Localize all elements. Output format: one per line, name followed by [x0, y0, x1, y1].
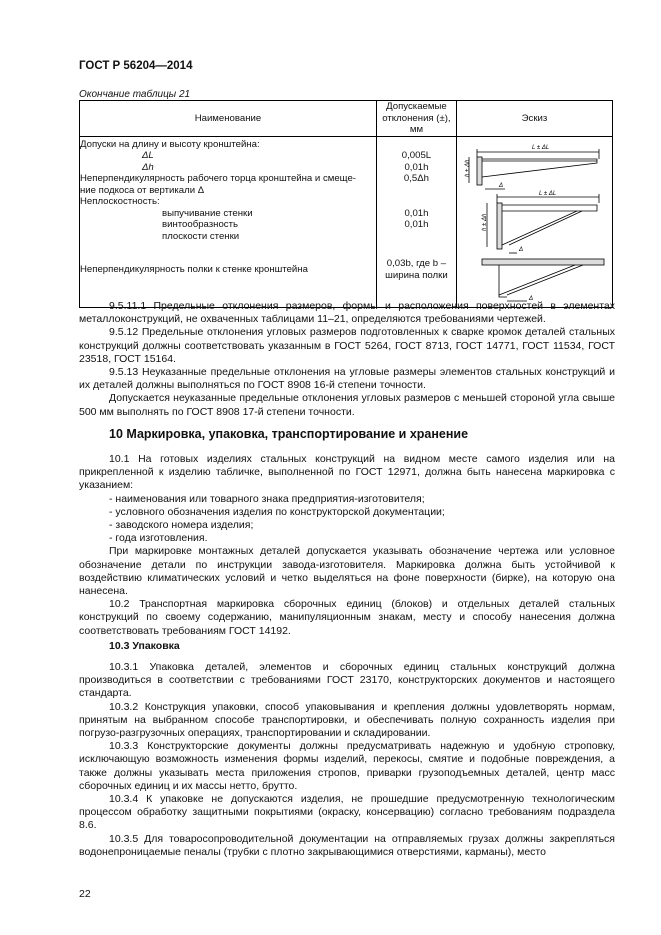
row-bulge: выпучивание стенки — [162, 207, 253, 219]
sketch-cell — [456, 136, 612, 307]
row-flange-perp: Неперпендикулярность полки к стенке кронштейна — [80, 264, 308, 275]
sketch-label-h2: h ± Δh — [481, 213, 488, 231]
paragraph: Допускается неуказанные предельные отклонения угловых размеров с меньшей стороной угла свыше 500 мм выполнять по ГОСТ 8908 17-й степени точности. — [79, 392, 615, 418]
table-row — [80, 136, 613, 307]
sketch-label-h1: h ± Δh — [464, 159, 471, 177]
paragraph: 10.3.1 Упаковка деталей, элементов и сборочных единиц стальных конструкций должна производиться в соответствии с требованиями ГОСТ 23170, конструкторских документов и настоящего стандарта. — [79, 661, 615, 700]
tol-nonperp: 0,5Δh — [403, 173, 429, 184]
paragraph: 9.5.11.1 Предельные отклонения размеров, формы и расположения поверхностей в элементах металлоконструкций, не охваченных таблицами 11–21, определяются требованиями чертежей. — [79, 300, 615, 326]
list-item: - заводского номера изделия; — [109, 519, 254, 532]
bracket-sketch — [457, 137, 612, 305]
paragraph: 10.3.3 Конструкторские документы должны предусматривать надежную и удобную строповку, исключающую возможность изменения формы изделий, перекосы, смятие и подобные повреждения, а также должны указывать места приложения стропов, приварки грузоподъемных деталей, центр масс сборочных единиц и их массы нетто, брутто. — [79, 740, 615, 792]
row-delta-l: ΔL — [142, 150, 154, 161]
row-length-height: Допуски на длину и высоту кронштейна: — [80, 138, 260, 150]
tolerance-table — [79, 100, 613, 308]
subsection-title: 10.3 Упаковка — [109, 640, 180, 652]
name-cell — [80, 136, 377, 307]
row-delta-h: Δh — [142, 161, 154, 173]
tol-delta-h: 0,01h — [404, 161, 429, 173]
tol-bulge: 0,01h — [404, 207, 429, 219]
sketch-label-l1: L ± ΔL — [531, 144, 550, 151]
paragraph: 9.5.12 Предельные отклонения угловых размеров подготовленных к сварке кромок деталей стальных конструкций должны соответствовать указанным в ГОСТ 5264, ГОСТ 8713, ГОСТ 14771, ГОСТ 11534, ГОСТ 23518, ГОСТ 15164. — [79, 326, 615, 365]
table-header-row — [80, 101, 613, 137]
sketch-label-d2: Δ — [518, 246, 524, 253]
paragraph: 10.2 Транспортная маркировка сборочных единиц (блоков) и отдельных деталей стальных конструкций по своему содержанию, манипуляционным знакам, месту и способу нанесения должна соответствовать требованиям ГОСТ 14192. — [79, 598, 615, 637]
tol-flange-2: ширина полки — [385, 269, 448, 281]
paragraph: 10.3.4 К упаковке не допускаются изделия, не прошедшие предусмотренную технологическим процессом обработку защитными покрытиями (окраску, консервацию) согласно требованиям подраздела 8.6. — [79, 793, 615, 832]
table-caption: Окончание таблицы 21 — [79, 89, 191, 100]
sketch-label-d1: Δ — [498, 182, 504, 189]
section-title: 10 Маркировка, упаковка, транспортирование и хранение — [109, 427, 469, 441]
paragraph: 10.3.2 Конструкция упаковки, способ упаковывания и крепления должны удовлетворять нормам, принятым на выбранном способе транспортировки, и обеспечивать полную сохранность изделия при погрузо-разгрузочных операциях, транспортировании и складировании. — [79, 700, 615, 740]
sketch-label-d3: Δ — [528, 295, 534, 302]
row-nonflat: Неплоскостность: — [80, 196, 160, 207]
tolerance-cell — [376, 136, 456, 307]
col-header-sketch: Эскиз — [456, 101, 612, 137]
tol-flange: 0,03b, где b – — [386, 258, 447, 269]
section-10-3-block — [79, 661, 615, 859]
paragraph: 9.5.13 Неуказанные предельные отклонения на угловые размеры элементов стальных конструкций и их деталей должны выполняться по ГОСТ 8908 16-й степени точности. — [79, 366, 615, 392]
document-header: ГОСТ Р 56204—2014 — [79, 60, 193, 72]
section-10-block — [79, 453, 615, 638]
row-plane: плоскости стенки — [162, 230, 240, 242]
col-header-tolerance: Допускаемые отклонения (±), мм — [376, 101, 456, 137]
tol-twist: 0,01h — [404, 219, 429, 230]
paragraph: При маркировке монтажных деталей допускается указывать обозначение чертежа или условное обозначение детали по инструкции завода-изготовителя. Маркировка должна быть устойчивой к воздействию климатических условий и четко выделяться на фоне поверхности (бирке), на которую она нанесена. — [79, 545, 615, 598]
paragraph: 10.3.5 Для товаросопроводительной документации на отправляемых грузах должны закрепляться водонепроницаемые пеналы (трубки с плотно закрывающимися отверстиями, карманы), место — [79, 832, 615, 858]
list-item: - условного обозначения изделия по конструкторской документации; — [109, 505, 445, 518]
list-item: - наименования или товарного знака предприятия-изготовителя; — [109, 492, 425, 505]
col-header-name: Наименование — [80, 101, 377, 137]
row-twist: винтообразность — [162, 219, 238, 230]
tol-delta-l: 0,005L — [401, 150, 432, 161]
row-nonperp-1: Неперпендикулярность рабочего торца кронштейна и смеще- — [80, 173, 357, 184]
list-item: - года изготовления. — [109, 532, 208, 545]
paragraph-block-9-5 — [79, 300, 615, 419]
page-number: 22 — [79, 888, 91, 900]
row-nonperp-2: ние подкоса от вертикали Δ — [80, 184, 205, 196]
paragraph: 10.1 На готовых изделиях стальных конструкций на видном месте самого изделия или на прикрепленной к изделию табличке, выполненной по ГОСТ 12971, должна быть нанесена маркировка с указанием: — [79, 453, 615, 492]
sketch-label-l2: L ± ΔL — [538, 190, 557, 197]
